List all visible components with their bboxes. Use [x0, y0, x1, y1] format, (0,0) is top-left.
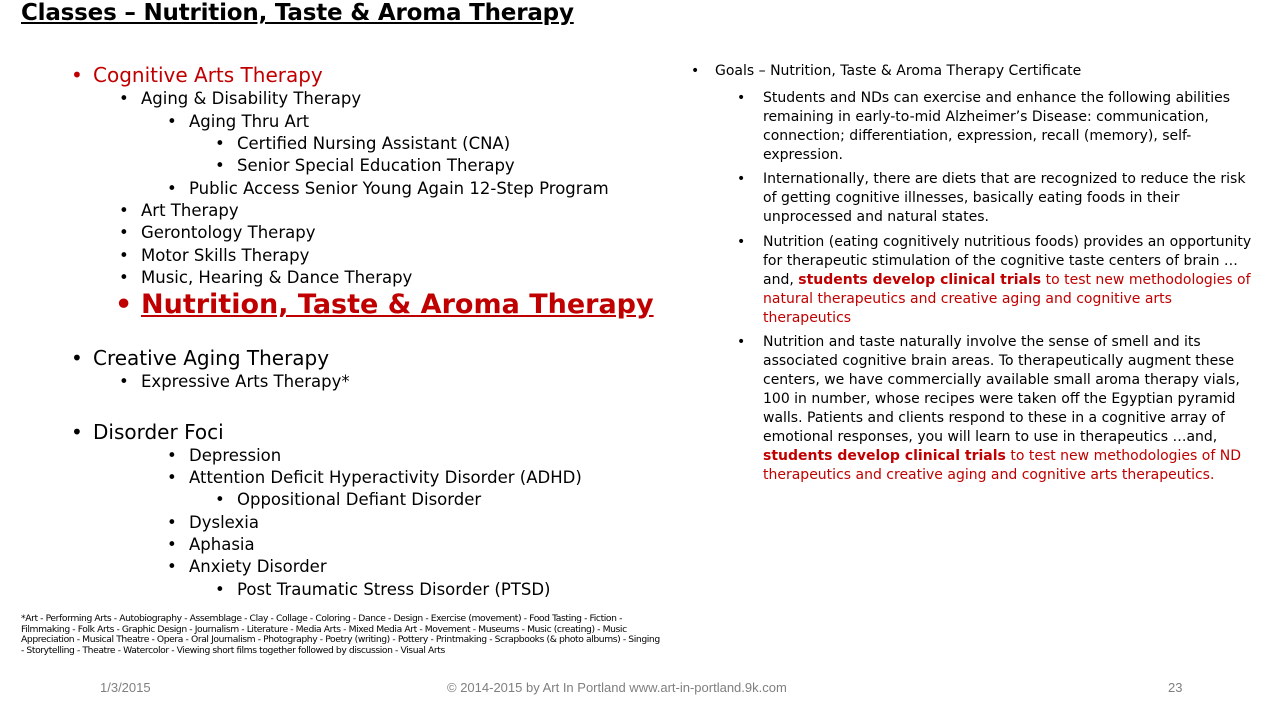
list-item-aphasia	[167, 535, 255, 555]
bullet: •	[737, 234, 746, 250]
goals-paragraph-abilities	[737, 89, 1255, 165]
bullet: •	[119, 223, 129, 242]
list-item-label: Expressive Arts Therapy*	[141, 372, 350, 391]
bullet: •	[737, 334, 746, 350]
paragraph-highlight: students develop clinical trials	[763, 448, 1006, 464]
footer-copyright: © 2014-2015 by Art In Portland www.art-in-portland.9k.com	[447, 680, 787, 695]
list-item-label: Anxiety Disorder	[189, 557, 327, 576]
list-item-label: Aging & Disability Therapy	[141, 89, 362, 108]
list-item-label: Post Traumatic Stress Disorder (PTSD)	[237, 580, 551, 599]
bullet: •	[167, 468, 177, 487]
list-item-label: Aging Thru Art	[189, 112, 310, 131]
list-item-label: Gerontology Therapy	[141, 223, 316, 242]
list-item-label: Public Access Senior Young Again 12-Step Program	[189, 179, 609, 198]
goals-paragraph-nutrition	[737, 233, 1255, 328]
list-item-label: Nutrition, Taste & Aroma Therapy	[141, 289, 654, 320]
list-item-label: Oppositional Defiant Disorder	[237, 490, 482, 509]
list-item-cognitive-arts	[71, 63, 323, 87]
list-item-aging-thru-art	[167, 112, 310, 132]
list-item-ptsd	[215, 580, 551, 600]
paragraph-red-text: to test new methodologies of ND therapeutics and creative aging and cognitive arts therapeutics.	[763, 448, 1241, 483]
goals-heading-text: Goals – Nutrition, Taste & Aroma Therapy Certificate	[715, 63, 1082, 79]
slide-title: Classes – Nutrition, Taste & Aroma Therapy	[21, 0, 574, 26]
list-item-label: Certified Nursing Assistant (CNA)	[237, 134, 511, 153]
list-item-label: Motor Skills Therapy	[141, 246, 310, 265]
bullet: •	[737, 90, 746, 106]
list-item-dyslexia	[167, 513, 259, 533]
list-item-creative-aging	[71, 346, 330, 370]
bullet: •	[167, 535, 177, 554]
goals-paragraph-aroma	[737, 333, 1255, 485]
bullet: •	[167, 446, 177, 465]
bullet: •	[119, 89, 129, 108]
list-item-depression	[167, 446, 282, 466]
list-item-label: Attention Deficit Hyperactivity Disorder (ADHD)	[189, 468, 582, 487]
list-item-label: Music, Hearing & Dance Therapy	[141, 268, 413, 287]
bullet: •	[737, 171, 746, 187]
list-item-music	[119, 268, 413, 288]
list-item-art-therapy	[119, 201, 239, 221]
list-item-gerontology	[119, 223, 316, 243]
bullet: •	[119, 268, 129, 287]
bullet: •	[119, 201, 129, 220]
bullet: •	[119, 372, 129, 391]
footer-page-number: 23	[1168, 680, 1183, 695]
goals-heading	[691, 63, 1082, 79]
paragraph-text: Nutrition (eating cognitively nutritious foods) provides an opportunity for therapeutic stimulation of the cognitive taste centers of brain …and,	[763, 234, 1252, 288]
footer-date: 1/3/2015	[100, 680, 151, 695]
list-item-anxiety	[167, 557, 327, 577]
list-item-label: Art Therapy	[141, 201, 239, 220]
bullet: •	[119, 246, 129, 265]
list-item-label: Disorder Foci	[93, 420, 224, 444]
list-item-cna	[215, 134, 511, 154]
bullet: •	[115, 289, 133, 320]
paragraph-highlight: students develop clinical trials	[798, 272, 1042, 288]
list-item-senior-special-ed	[215, 156, 515, 176]
bullet: •	[215, 156, 225, 175]
list-item-motor-skills	[119, 246, 310, 266]
list-item-public-access	[167, 179, 609, 199]
paragraph-red-text: to test new methodologies of natural therapeutics and creative aging and cognitive arts therapeutics	[763, 272, 1251, 326]
list-item-label: Depression	[189, 446, 282, 465]
list-item-aging-disability	[119, 89, 362, 109]
list-item-label: Aphasia	[189, 535, 255, 554]
list-item-disorder-foci	[71, 420, 224, 444]
bullet: •	[215, 490, 225, 509]
goals-paragraph-diets	[737, 170, 1255, 227]
bullet: •	[71, 63, 83, 87]
list-item-expressive-arts	[119, 372, 350, 392]
list-item-label: Cognitive Arts Therapy	[93, 63, 323, 87]
bullet: •	[167, 112, 177, 131]
bullet: •	[71, 420, 83, 444]
list-item-label: Dyslexia	[189, 513, 259, 532]
bullet: •	[167, 513, 177, 532]
bullet: •	[167, 557, 177, 576]
footnote: *Art - Performing Arts - Autobiography - Assemblage - Clay - Collage - Coloring - Dance - Design - Exercise (movement) - Food Tasting - Fiction - Filmmaking - Folk Arts - Graphic Design - Journalism - Literature - Media Arts - Mixed Media Art - Movement - Museums - Music (creating) - Music Appreciation - Musical Theatre - Opera - Oral Journalism - Photography - Poetry (writing) - Pottery - Printmaking - Scrapbooks (& photo albums) - Singing - Storytelling - Theatre - Watercolor - Viewing short films together followed by discussion - Visual Arts	[21, 613, 660, 656]
bullet: •	[215, 580, 225, 599]
list-item-label: Creative Aging Therapy	[93, 346, 330, 370]
bullet: •	[167, 179, 177, 198]
list-item-adhd	[167, 468, 582, 488]
bullet: •	[691, 63, 700, 79]
paragraph-text: Internationally, there are diets that are recognized to reduce the risk of getting cognitive illnesses, basically eating foods in their unprocessed and natural states.	[763, 171, 1246, 225]
list-item-nutrition-highlight	[115, 289, 654, 320]
list-item-label: Senior Special Education Therapy	[237, 156, 515, 175]
paragraph-text: Students and NDs can exercise and enhance the following abilities remaining in early-to-mid Alzheimer’s Disease: communication, connection; differentiation, expression, recall (memory), self-expression.	[763, 90, 1231, 163]
list-item-odd	[215, 490, 482, 510]
paragraph-text: Nutrition and taste naturally involve the sense of smell and its associated cognitive brain areas. To therapeutically augment these centers, we have commercially available small aroma therapy vials, 100 in number, whose recipes were taken off the Egyptian pyramid walls. Patients and clients respond to these in a cognitive array of emotional responses, you will learn to use in therapeutics …and,	[763, 334, 1240, 445]
bullet: •	[71, 346, 83, 370]
bullet: •	[215, 134, 225, 153]
